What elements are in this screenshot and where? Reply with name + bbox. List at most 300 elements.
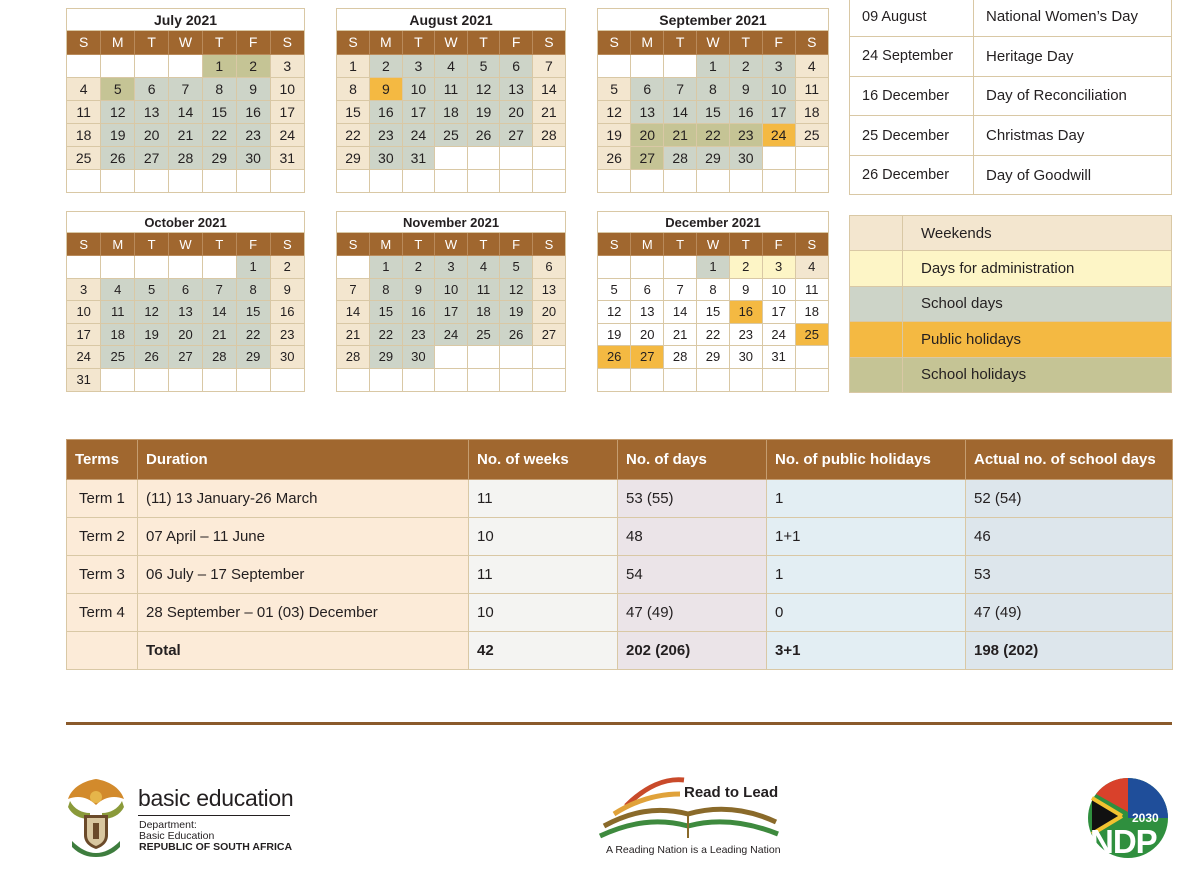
calendar-empty-cell [402,169,435,192]
weekday-header: W [169,31,203,54]
calendar-empty-cell [762,169,795,192]
calendar-day: 15 [337,100,370,123]
calendar-day: 13 [135,100,169,123]
holiday-row [850,37,1172,77]
calendar-empty-cell [236,368,270,391]
calendar-day: 11 [795,77,828,100]
calendar-day: 1 [697,256,730,279]
terms-cell: Term 4 [67,594,138,632]
ndp-text: NDP [1090,823,1157,860]
terms-row [67,556,1173,594]
calendar-day: 13 [631,301,664,324]
coat-of-arms-icon [64,775,128,859]
terms-cell: Term 1 [67,480,138,518]
legend-label: Public holidays [903,322,1172,357]
calendar-day: 20 [631,323,664,346]
calendar-empty-cell [202,256,236,279]
weekday-header: S [598,233,631,256]
calendar-october-2021 [66,211,305,392]
terms-cell: 53 (55) [618,480,767,518]
calendar-empty-cell [467,169,500,192]
weekday-header: F [236,31,270,54]
calendar-day: 16 [236,100,270,123]
calendar-day: 10 [762,77,795,100]
calendar-empty-cell [270,368,304,391]
month-title: October 2021 [67,212,304,233]
calendar-legend [849,215,1172,393]
holiday-date: 25 December [850,116,974,156]
calendar-empty-cell [697,368,730,391]
month-title: July 2021 [67,9,304,31]
ndp-2030-logo [1082,776,1174,860]
holiday-date: 09 August [850,0,974,37]
calendar-day: 21 [664,323,697,346]
terms-row [67,480,1173,518]
calendar-day: 3 [435,256,468,279]
calendar-day: 11 [435,77,468,100]
calendar-day: 18 [795,301,828,324]
calendar-day: 21 [664,123,697,146]
calendar-empty-cell [532,346,565,369]
terms-cell: 06 July – 17 September [138,556,469,594]
weekday-header: T [402,233,435,256]
calendar-july-2021 [66,8,305,193]
calendar-empty-cell [598,368,631,391]
calendar-day: 19 [598,123,631,146]
calendar-day: 4 [795,54,828,77]
calendar-day: 7 [664,278,697,301]
calendar-day: 30 [270,346,304,369]
calendar-empty-cell [402,368,435,391]
calendar-day: 10 [402,77,435,100]
holiday-date: 24 September [850,37,974,77]
calendar-empty-cell [762,368,795,391]
terms-cell: 28 September – 01 (03) December [138,594,469,632]
calendar-day: 31 [67,368,101,391]
holiday-row [850,155,1172,195]
calendar-day: 26 [598,346,631,369]
calendar-day: 15 [697,100,730,123]
calendar-day: 9 [270,278,304,301]
calendar-empty-cell [631,54,664,77]
weekday-header: F [236,233,270,256]
holiday-name: Heritage Day [974,37,1172,77]
calendar-day: 20 [631,123,664,146]
weekday-header: S [532,31,565,54]
calendar-empty-cell [435,368,468,391]
calendar-empty-cell [169,169,203,192]
calendar-day: 16 [729,100,762,123]
weekday-header: W [697,233,730,256]
weekday-header: S [795,31,828,54]
calendar-day: 12 [467,77,500,100]
dbe-department-label: Department: [139,819,197,831]
calendar-day: 2 [236,54,270,77]
weekday-header: M [370,233,403,256]
legend-swatch [850,251,903,286]
calendar-day: 29 [236,346,270,369]
holiday-date: 26 December [850,155,974,195]
terms-row [67,594,1173,632]
calendar-day: 24 [762,323,795,346]
terms-cell: 11 [469,556,618,594]
terms-cell: 10 [469,518,618,556]
calendar-empty-cell [795,146,828,169]
calendar-day: 19 [500,301,533,324]
calendar-empty-cell [631,169,664,192]
calendar-day: 20 [532,301,565,324]
legend-row [850,251,1172,286]
calendar-day: 9 [402,278,435,301]
calendar-day: 20 [135,123,169,146]
calendar-day: 13 [631,100,664,123]
calendar-day: 14 [202,301,236,324]
calendar-day: 14 [532,77,565,100]
calendar-day: 28 [202,346,236,369]
holiday-name: Christmas Day [974,116,1172,156]
calendar-day: 4 [467,256,500,279]
calendar-day: 10 [67,301,101,324]
calendar-day: 30 [729,346,762,369]
calendar-day: 27 [532,323,565,346]
calendar-empty-cell [500,146,533,169]
calendar-day: 29 [697,346,730,369]
calendar-day: 17 [67,323,101,346]
calendar-day: 5 [500,256,533,279]
calendar-day: 27 [500,123,533,146]
calendar-empty-cell [101,256,135,279]
calendar-day: 2 [729,54,762,77]
calendar-day: 24 [270,123,304,146]
weekday-header: T [135,233,169,256]
legend-swatch [850,286,903,321]
weekday-header: S [270,233,304,256]
calendar-day: 17 [762,100,795,123]
calendar-day: 2 [370,54,403,77]
calendar-day: 2 [402,256,435,279]
footer-divider [66,722,1172,725]
calendar-day: 5 [135,278,169,301]
dbe-country: REPUBLIC OF SOUTH AFRICA [139,841,293,853]
weekday-header: F [762,233,795,256]
calendar-empty-cell [729,169,762,192]
terms-cell: Term 3 [67,556,138,594]
calendar-day: 17 [435,301,468,324]
calendar-empty-cell [135,54,169,77]
legend-label: Weekends [903,216,1172,251]
calendar-day: 24 [762,123,795,146]
calendar-empty-cell [67,169,101,192]
calendar-day: 8 [337,77,370,100]
calendar-day: 8 [202,77,236,100]
calendar-empty-cell [101,368,135,391]
weekday-header: M [370,31,403,54]
calendar-day: 31 [402,146,435,169]
calendar-day: 18 [435,100,468,123]
calendar-day: 29 [697,146,730,169]
calendar-day: 9 [370,77,403,100]
weekday-header: T [729,31,762,54]
weekday-header: S [337,31,370,54]
calendar-day: 9 [729,77,762,100]
dbe-title: basic education [138,785,294,811]
weekday-header: M [631,31,664,54]
calendar-day: 22 [236,323,270,346]
calendar-day: 17 [270,100,304,123]
terms-cell: 48 [618,518,767,556]
calendar-day: 15 [697,301,730,324]
calendar-empty-cell [169,368,203,391]
calendar-empty-cell [202,368,236,391]
calendar-day: 5 [598,77,631,100]
calendar-empty-cell [500,346,533,369]
calendar-day: 12 [598,100,631,123]
calendar-day: 25 [795,323,828,346]
calendar-day: 18 [101,323,135,346]
calendar-day: 8 [236,278,270,301]
read-to-lead-tagline: A Reading Nation is a Leading Nation [606,844,781,856]
weekday-header: F [762,31,795,54]
calendar-day: 29 [337,146,370,169]
calendar-day: 22 [370,323,403,346]
calendar-day: 31 [762,346,795,369]
calendar-day: 30 [402,346,435,369]
calendar-day: 22 [337,123,370,146]
calendar-empty-cell [101,169,135,192]
calendar-day: 14 [664,100,697,123]
calendar-day: 30 [729,146,762,169]
calendar-day: 12 [598,301,631,324]
calendar-empty-cell [795,368,828,391]
calendar-day: 2 [729,256,762,279]
calendar-day: 30 [370,146,403,169]
calendar-empty-cell [697,169,730,192]
legend-row [850,322,1172,357]
calendar-day: 23 [236,123,270,146]
calendar-day: 19 [101,123,135,146]
calendar-day: 1 [697,54,730,77]
calendar-day: 25 [435,123,468,146]
terms-cell: 1 [767,556,966,594]
calendar-day: 4 [67,77,101,100]
calendar-day: 3 [762,256,795,279]
calendar-day: 26 [598,146,631,169]
calendar-empty-cell [664,368,697,391]
terms-cell: Total [138,632,469,670]
calendar-day: 7 [337,278,370,301]
terms-cell: 07 April – 11 June [138,518,469,556]
weekday-header: S [67,31,101,54]
holiday-name: Day of Reconciliation [974,76,1172,116]
weekday-header: M [631,233,664,256]
calendar-empty-cell [169,54,203,77]
calendar-day: 25 [467,323,500,346]
calendar-day: 5 [101,77,135,100]
calendar-day: 7 [169,77,203,100]
calendar-empty-cell [598,54,631,77]
calendar-august-2021 [336,8,566,193]
calendar-day: 20 [169,323,203,346]
calendar-day: 6 [500,54,533,77]
weekday-header: S [337,233,370,256]
calendar-day: 13 [532,278,565,301]
calendar-day: 19 [598,323,631,346]
calendar-day: 3 [762,54,795,77]
calendar-november-2021 [336,211,566,392]
calendar-empty-cell [270,169,304,192]
calendar-day: 14 [337,301,370,324]
calendar-empty-cell [435,146,468,169]
calendar-empty-cell [370,368,403,391]
terms-cell: 1+1 [767,518,966,556]
calendar-day: 1 [370,256,403,279]
terms-cell [67,632,138,670]
weekday-header: F [500,233,533,256]
calendar-day: 17 [402,100,435,123]
calendar-empty-cell [795,346,828,369]
school-terms-table [66,439,1173,670]
terms-cell: 52 (54) [966,480,1173,518]
calendar-empty-cell [729,368,762,391]
calendar-empty-cell [664,54,697,77]
month-title: November 2021 [337,212,565,233]
terms-row [67,632,1173,670]
calendar-empty-cell [435,169,468,192]
weekday-header: M [101,31,135,54]
calendar-december-2021 [597,211,829,392]
legend-label: Days for administration [903,251,1172,286]
calendar-september-2021 [597,8,829,193]
weekday-header: T [467,233,500,256]
calendar-day: 15 [370,301,403,324]
holiday-row [850,116,1172,156]
holiday-name: Day of Goodwill [974,155,1172,195]
calendar-day: 9 [236,77,270,100]
calendar-empty-cell [135,256,169,279]
calendar-day: 28 [169,146,203,169]
calendar-empty-cell [631,256,664,279]
calendar-day: 23 [402,323,435,346]
calendar-day: 25 [795,123,828,146]
calendar-day: 5 [598,278,631,301]
calendar-day: 4 [795,256,828,279]
terms-column-header: Actual no. of school days [966,440,1173,480]
terms-column-header: Duration [138,440,469,480]
dbe-title-rule [138,815,290,816]
calendar-empty-cell [236,169,270,192]
weekday-header: F [500,31,533,54]
calendar-empty-cell [467,368,500,391]
weekday-header: T [402,31,435,54]
month-title: September 2021 [598,9,828,31]
calendar-day: 14 [664,301,697,324]
calendar-day: 11 [101,301,135,324]
calendar-empty-cell [598,169,631,192]
calendar-day: 23 [729,323,762,346]
weekday-header: S [67,233,101,256]
weekday-header: T [729,233,762,256]
legend-label: School days [903,286,1172,321]
weekday-header: W [169,233,203,256]
read-to-lead-logo [596,776,781,860]
calendar-empty-cell [467,346,500,369]
calendar-day: 16 [402,301,435,324]
calendar-empty-cell [762,146,795,169]
calendar-day: 21 [532,100,565,123]
calendar-day: 11 [67,100,101,123]
calendar-day: 3 [270,54,304,77]
weekday-header: T [664,233,697,256]
calendar-day: 13 [169,301,203,324]
calendar-day: 6 [631,77,664,100]
calendar-day: 12 [500,278,533,301]
calendar-day: 26 [467,123,500,146]
calendar-empty-cell [337,256,370,279]
legend-swatch [850,357,903,392]
calendar-day: 29 [202,146,236,169]
calendar-empty-cell [435,346,468,369]
calendar-day: 5 [467,54,500,77]
calendar-day: 25 [101,346,135,369]
terms-cell: (11) 13 January-26 March [138,480,469,518]
calendar-day: 21 [337,323,370,346]
dbe-department-name: Basic Education [139,830,215,842]
calendar-day: 8 [697,278,730,301]
calendar-empty-cell [664,256,697,279]
terms-cell: Term 2 [67,518,138,556]
calendar-day: 6 [631,278,664,301]
calendar-day: 21 [202,323,236,346]
calendar-day: 26 [101,146,135,169]
calendar-empty-cell [67,54,101,77]
calendar-day: 14 [169,100,203,123]
calendar-empty-cell [500,169,533,192]
weekday-header: S [270,31,304,54]
calendar-day: 21 [169,123,203,146]
terms-cell: 54 [618,556,767,594]
calendar-day: 23 [729,123,762,146]
calendar-day: 13 [500,77,533,100]
calendar-day: 22 [202,123,236,146]
calendar-day: 3 [402,54,435,77]
terms-cell: 1 [767,480,966,518]
calendar-empty-cell [532,368,565,391]
weekday-header: W [435,233,468,256]
weekday-header: T [664,31,697,54]
calendar-day: 22 [697,323,730,346]
calendar-empty-cell [664,169,697,192]
calendar-day: 24 [67,346,101,369]
calendar-empty-cell [337,169,370,192]
legend-label: School holidays [903,357,1172,392]
calendar-day: 22 [697,123,730,146]
legend-row [850,286,1172,321]
calendar-empty-cell [631,368,664,391]
calendar-day: 26 [500,323,533,346]
terms-cell: 47 (49) [618,594,767,632]
weekday-header: T [202,31,236,54]
calendar-day: 12 [101,100,135,123]
calendar-day: 4 [435,54,468,77]
calendar-day: 27 [631,146,664,169]
terms-column-header: No. of days [618,440,767,480]
terms-cell: 0 [767,594,966,632]
terms-column-header: Terms [67,440,138,480]
calendar-empty-cell [532,146,565,169]
calendar-day: 6 [532,256,565,279]
terms-cell: 10 [469,594,618,632]
terms-cell: 47 (49) [966,594,1173,632]
